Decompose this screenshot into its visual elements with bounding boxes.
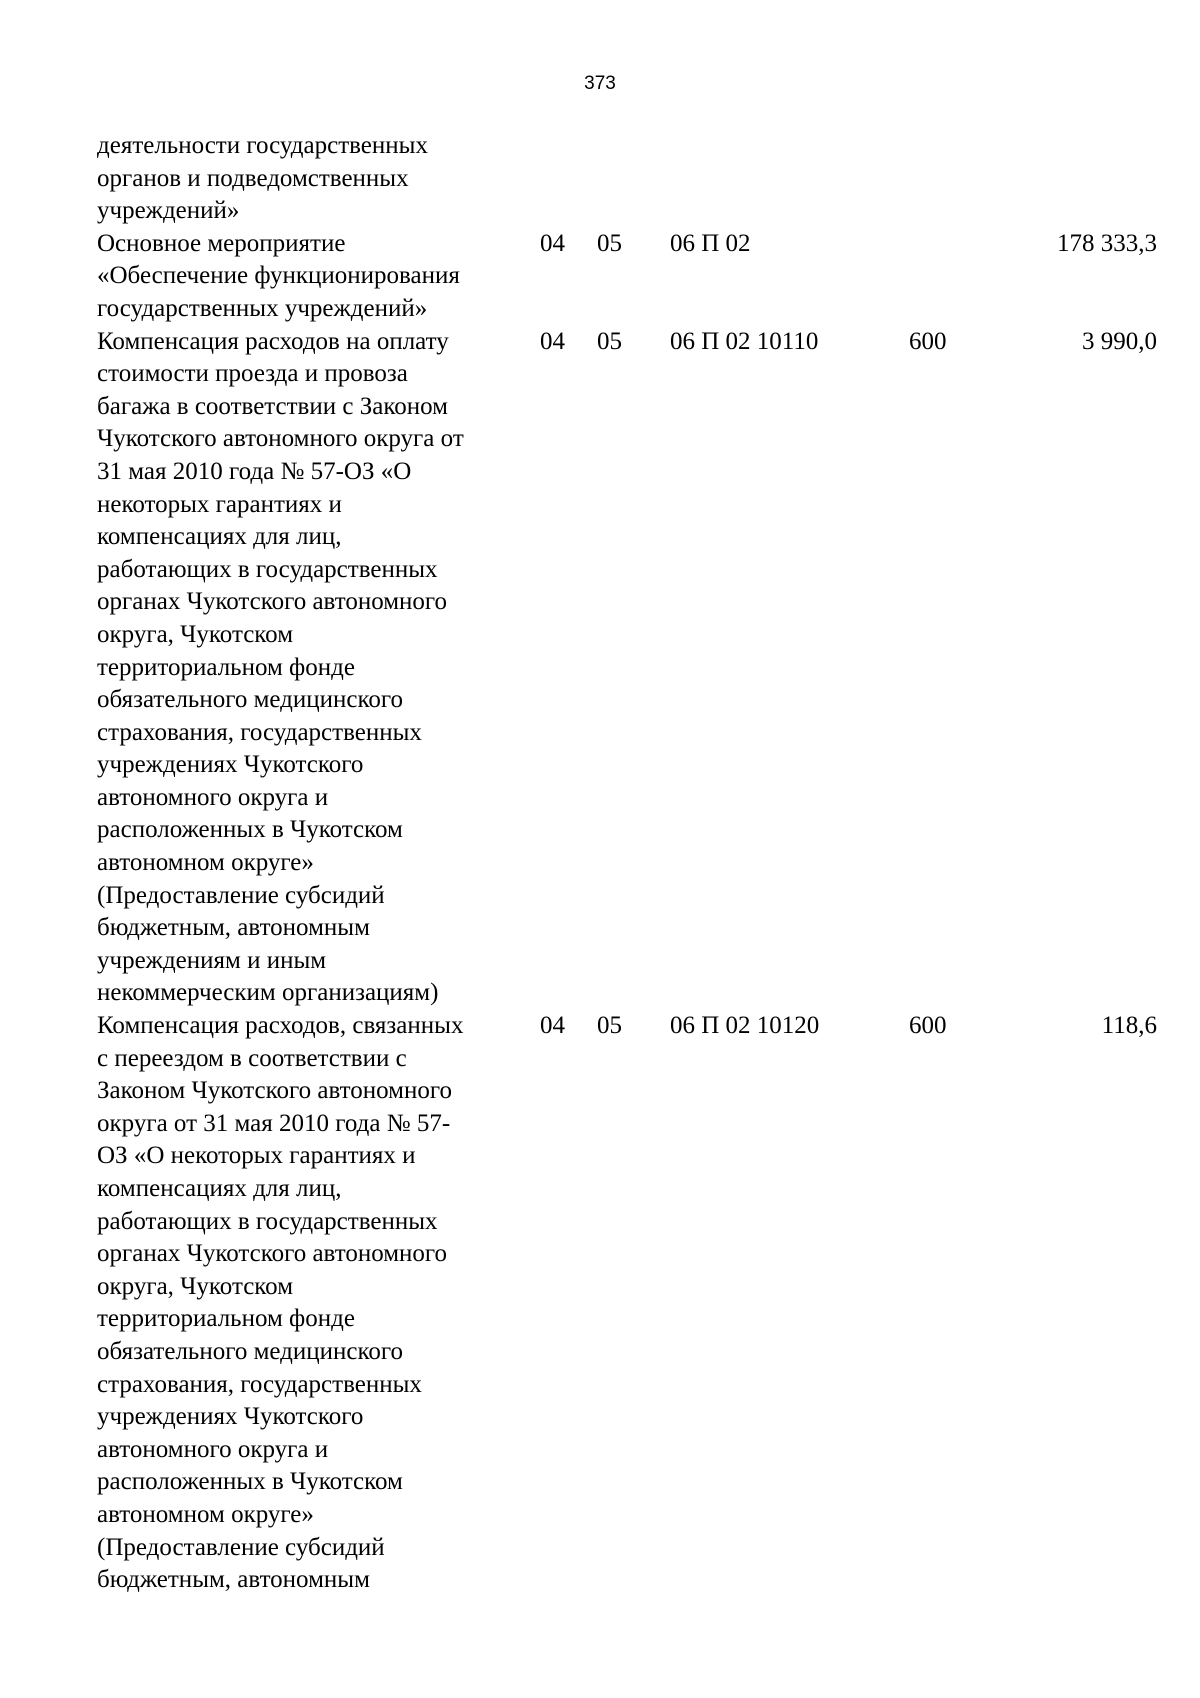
row-amount: 118,6 <box>1101 1012 1157 1040</box>
row-name: деятельности государственных органов и подведомственных учреждений» <box>97 132 428 225</box>
row-subsection-code: 05 <box>597 229 622 257</box>
row-section-code: 04 <box>540 327 565 355</box>
budget-table <box>97 130 1157 1597</box>
row-target-article: 06 П 02 10110 <box>670 327 819 355</box>
row-section-code: 04 <box>540 1012 565 1040</box>
table-row <box>97 130 1157 228</box>
row-target-article: 06 П 02 <box>670 229 751 257</box>
row-section-code: 04 <box>540 229 565 257</box>
row-subsection-code: 05 <box>597 327 622 355</box>
row-subsection-code: 05 <box>597 1012 622 1040</box>
row-name: Компенсация расходов, связанных с переездом в соответствии с Законом Чукотского автономного округа от 31 мая 2010 года № 57- ОЗ «О некоторых гарантиях и компенсациях для лиц, работающих в государственных органах Чукотского автономного округа, Чукотском территориальном фонде обязательного медицинского страхования, государственных учреждениях Чукотского автономного округа и расположенных в Чукотском автономном округе» (Предоставление субсидий бюджетным, автономным <box>97 1012 464 1594</box>
row-name: Основное мероприятие «Обеспечение функционирования государственных учреждений» <box>97 229 460 322</box>
row-expense-type: 600 <box>909 1012 947 1040</box>
row-target-article: 06 П 02 10120 <box>670 1012 820 1040</box>
table-row <box>97 1010 1157 1597</box>
row-name: Компенсация расходов на оплату стоимости проезда и провоза багажа в соответствии с Законом Чукотского автономного округа от 31 мая 2010 года № 57-ОЗ «О некоторых гарантиях и компенсациях для лиц, работающих в государственных органах Чукотского автономного округа, Чукотском территориальном фонде обязательного медицинского страхования, государственных учреждениях Чукотского автономного округа и расположенных в Чукотском автономном округе» (Предоставление субсидий бюджетным, автономным учреждениям и иным некоммерческим организациям) <box>97 327 464 1007</box>
row-amount: 178 333,3 <box>1057 229 1157 257</box>
table-row <box>97 326 1157 1010</box>
table-row <box>97 228 1157 326</box>
row-expense-type: 600 <box>909 327 947 355</box>
row-amount: 3 990,0 <box>1082 327 1157 355</box>
page-number: 373 <box>584 73 616 94</box>
